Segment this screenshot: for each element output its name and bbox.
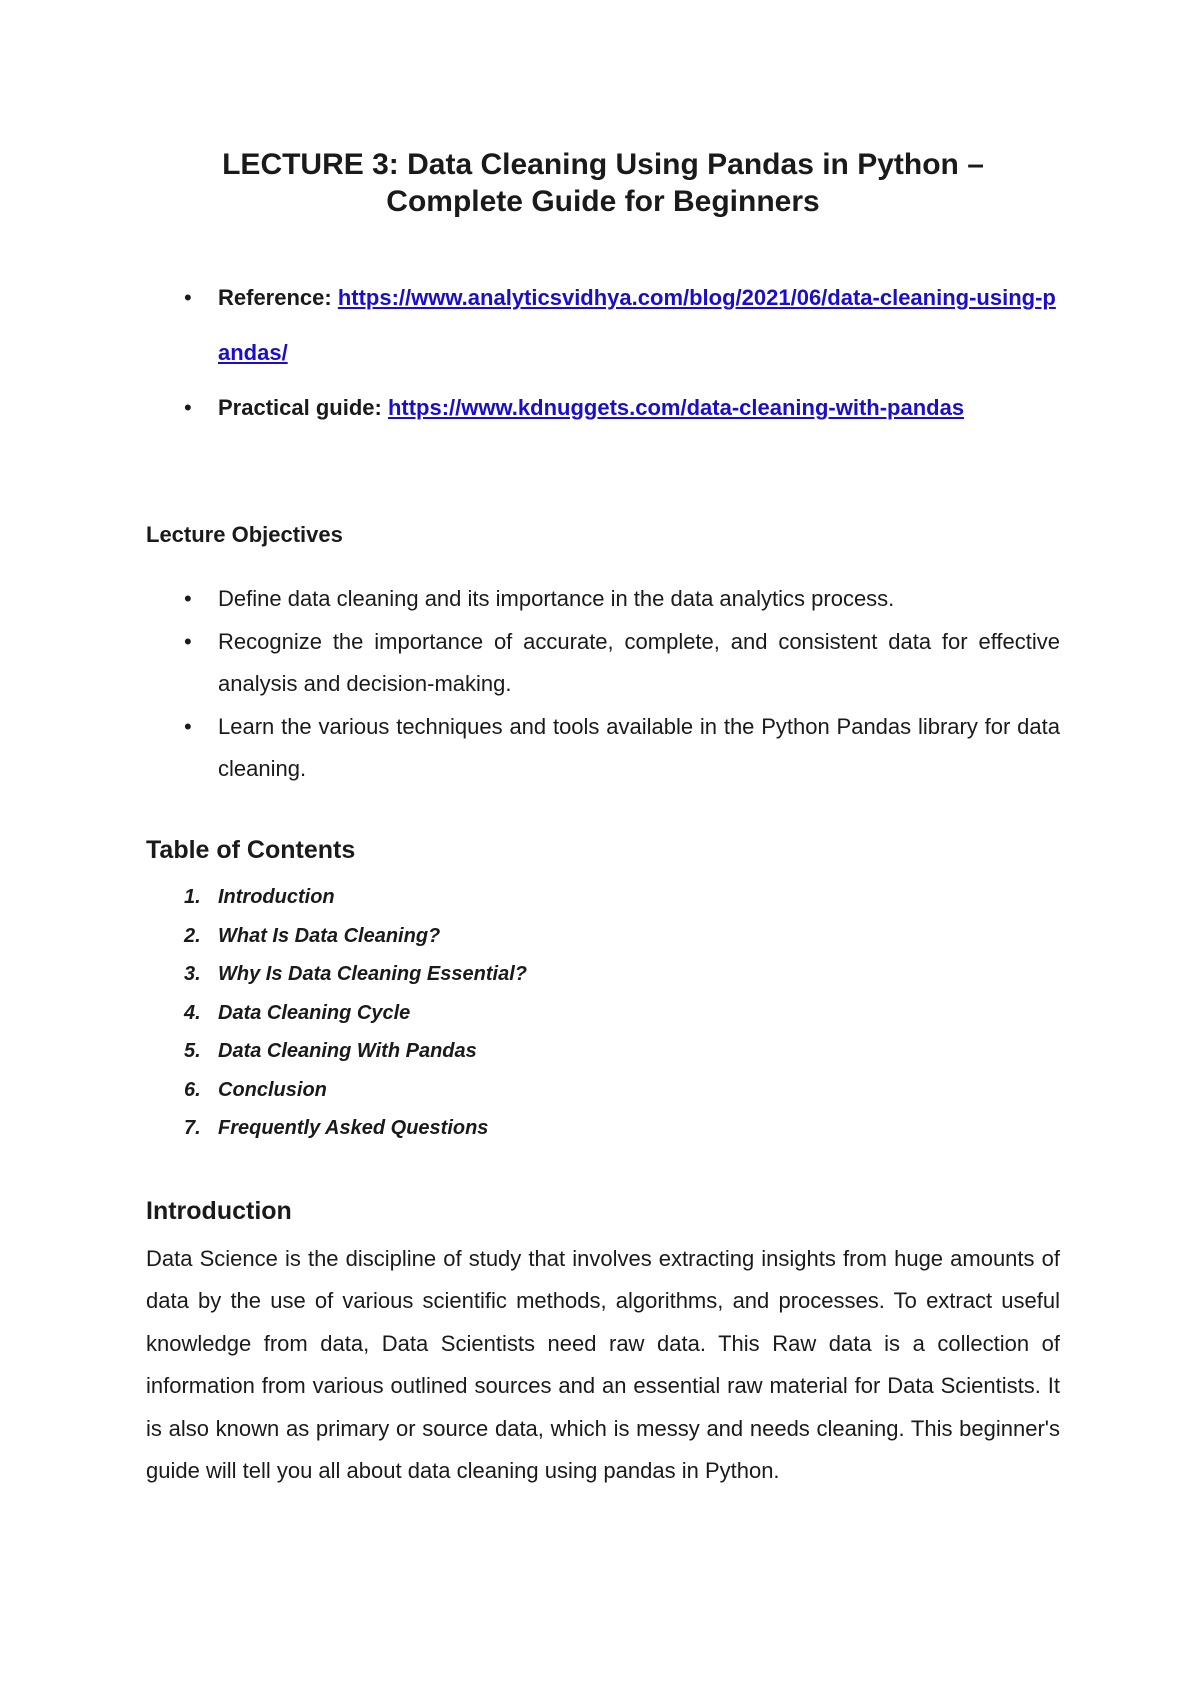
toc-label: What Is Data Cleaning? xyxy=(218,924,441,947)
objective-item xyxy=(146,578,1060,621)
toc-label: Data Cleaning Cycle xyxy=(218,1001,411,1024)
toc-item[interactable] xyxy=(146,917,527,956)
reference-item xyxy=(146,380,1060,435)
bullet-icon: • xyxy=(184,395,192,420)
objective-text: Learn the various techniques and tools available in the Python Pandas library for data cleaning. xyxy=(218,713,1060,781)
document-title xyxy=(146,146,1060,220)
toc-label: Why Is Data Cleaning Essential? xyxy=(218,963,527,985)
practical-guide-link[interactable]: https://www.kdnuggets.com/data-cleaning-with-pandas xyxy=(387,395,965,420)
reference-item xyxy=(146,270,1060,380)
toc-number: 6. xyxy=(184,1078,201,1101)
toc-item[interactable] xyxy=(146,1109,527,1148)
objective-text: Recognize the importance of accurate, complete, and consistent data for effective analysis and decision-making. xyxy=(218,628,1060,696)
bullet-icon: • xyxy=(184,713,192,739)
bullet-icon: • xyxy=(184,285,192,310)
introduction-heading: Introduction xyxy=(146,1197,292,1225)
toc-item[interactable] xyxy=(146,878,527,917)
toc-label: Frequently Asked Questions xyxy=(218,1117,489,1139)
toc-number: 5. xyxy=(184,1040,201,1062)
title-line-1: LECTURE 3: Data Cleaning Using Pandas in Python – xyxy=(222,148,984,181)
toc-label: Data Cleaning With Pandas xyxy=(218,1040,477,1062)
toc-item[interactable] xyxy=(146,1071,527,1110)
toc-item[interactable] xyxy=(146,955,527,994)
toc-number: 4. xyxy=(184,1001,201,1024)
toc-list xyxy=(146,878,527,1148)
toc-number: 1. xyxy=(184,886,201,908)
toc-label: Introduction xyxy=(218,886,335,908)
objectives-heading: Lecture Objectives xyxy=(146,522,343,547)
bullet-icon: • xyxy=(184,628,192,654)
toc-item[interactable] xyxy=(146,994,527,1033)
reference-link[interactable]: https://www.analyticsvidhya.com/blog/2021/06/data-cleaning-using-pandas/ xyxy=(218,285,1056,365)
toc-heading: Table of Contents xyxy=(146,836,356,864)
objective-item xyxy=(146,706,1060,791)
practical-guide-label: Practical guide: xyxy=(218,395,388,420)
toc-number: 2. xyxy=(184,924,201,947)
toc-number: 7. xyxy=(184,1117,201,1139)
introduction-paragraph: Data Science is the discipline of study that involves extracting insights from huge amounts of data by the use of various scientific methods, algorithms, and processes. To extract useful knowledge from data, Data Scientists need raw data. This Raw data is a collection of information from various outlined sources and an essential raw material for Data Scientists. It is also known as primary or source data, which is messy and needs cleaning. This beginner's guide will tell you all about data cleaning using pandas in Python. xyxy=(146,1246,1060,1484)
title-line-2: Complete Guide for Beginners xyxy=(386,185,820,218)
objectives-list xyxy=(146,578,1060,791)
objective-text: Define data cleaning and its importance in the data analytics process. xyxy=(218,586,895,611)
toc-number: 3. xyxy=(184,963,201,985)
objective-item xyxy=(146,621,1060,706)
reference-label: Reference: xyxy=(218,285,338,310)
bullet-icon: • xyxy=(184,586,192,611)
toc-item[interactable] xyxy=(146,1032,527,1071)
toc-label: Conclusion xyxy=(218,1078,327,1101)
reference-list xyxy=(146,270,1060,435)
